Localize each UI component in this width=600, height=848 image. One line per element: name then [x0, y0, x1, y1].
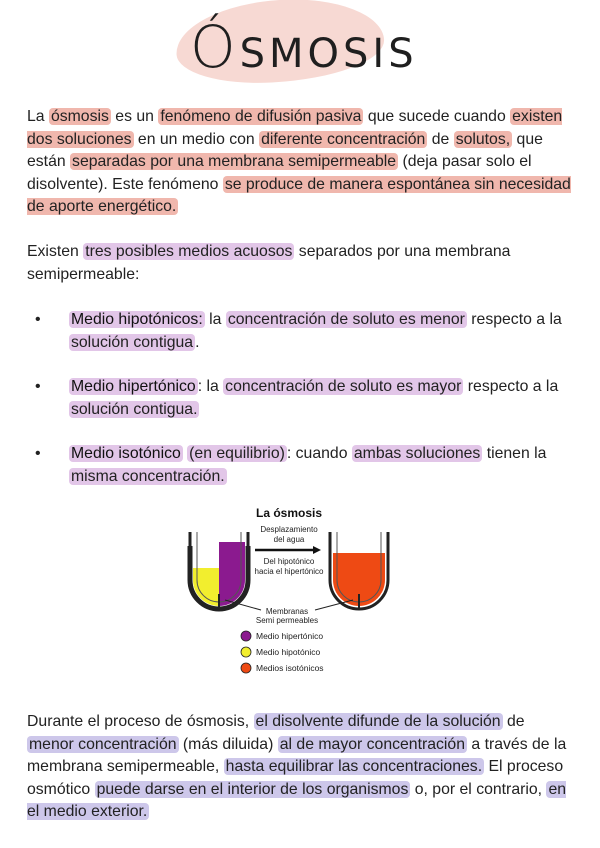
highlight: puede darse en el interior de los organismos — [96, 780, 409, 798]
highlight: tres posibles medios acuosos — [85, 243, 293, 260]
arrow-label-1: Desplazamiento — [260, 525, 318, 534]
term: Medio isotónico — [71, 445, 181, 463]
highlight: se produce de manera espontánea sin necesidad de aporte energético. — [27, 175, 571, 216]
intro-paragraph: La ósmosis es un fenómeno de difusión pasiva que sucede cuando existen dos soluciones en un medio con diferente concentración de solutos, que están separadas por una membrana semipermeable (deja pasar solo el disolvente). Este fenómeno se produce de manera espontánea sin necesidad de aporte energético. — [27, 108, 571, 216]
highlight: al de mayor concentración — [279, 735, 466, 753]
osmosis-diagram — [165, 502, 413, 688]
highlight: solución contigua. — [71, 400, 198, 418]
legend-swatch-hypertonic — [241, 631, 251, 641]
membrane-label-1: Membranas — [265, 607, 309, 616]
term: Medio hipertónico — [71, 378, 196, 396]
page-title — [190, 13, 418, 81]
legend-label-hypertonic: Medio hipertónico — [256, 631, 324, 641]
term: Medio hipotónicos: — [71, 311, 203, 328]
membrane-label-2: Semi permeables — [255, 616, 319, 625]
direction-label-2: hacia el hipertónico — [254, 567, 324, 576]
closing-paragraph: Durante el proceso de ósmosis, el disolvente difunde de la solución de menor concentración (más diluida) al de mayor concentración a través de la membrana semipermeable, hasta equilibrar las concentraciones. El proceso osmótico puede darse en el interior de los organismos o, por el contrario, en el medio exterior. — [27, 713, 567, 821]
highlight: concentración de soluto es menor — [227, 311, 465, 328]
highlight: separadas por una membrana semipermeable — [72, 153, 397, 171]
title-first-letter: Ó — [190, 13, 240, 81]
highlight: existen dos soluciones — [27, 108, 563, 148]
highlight: ósmosis — [50, 108, 109, 125]
highlight: concentración de soluto es mayor — [225, 378, 462, 396]
highlight: (en equilibrio) — [189, 445, 285, 463]
highlight: solutos, — [455, 130, 511, 148]
direction-label-1: Del hipotónico — [263, 557, 315, 566]
legend-swatch-hypotonic — [241, 647, 251, 657]
list-item-hypotonic: • Medio hipotónicos: la concentración de soluto es menor respecto a la solución contigua . — [35, 309, 573, 354]
legend-label-isotonic: Medios isotónicos — [256, 663, 324, 673]
highlight: fenómeno de difusión pasiva — [160, 108, 362, 125]
media-intro-paragraph: Existen tres posibles medios acuosos separados por una membrana semipermeable: — [27, 243, 511, 283]
arrow-label-2: del agua — [273, 535, 305, 544]
media-list — [35, 309, 573, 511]
diagram-title: La ósmosis — [255, 506, 323, 520]
title-rest: SMOSIS — [239, 31, 418, 77]
list-item-hypertonic: • Medio hipertónico : la concentración de soluto es mayor respecto a la solución contigua. — [35, 376, 573, 421]
highlight: ambas soluciones — [353, 445, 481, 463]
legend-swatch-isotonic — [241, 663, 251, 673]
list-item-isotonic: • Medio isotónico (en equilibrio) : cuando ambas soluciones tienen la misma concentración. — [35, 443, 573, 488]
highlight: misma concentración. — [71, 467, 225, 485]
highlight: menor concentración — [29, 735, 177, 753]
highlight: diferente concentración — [261, 130, 426, 148]
highlight: hasta equilibrar las concentraciones. — [225, 758, 483, 776]
osmosis-diagram-svg — [165, 502, 413, 688]
highlight: el disolvente difunde de la solución — [255, 713, 501, 730]
highlight: solución contigua — [71, 333, 194, 351]
water-flow-arrow-head — [313, 546, 321, 554]
highlight: en el medio exterior. — [27, 780, 567, 821]
legend-label-hypotonic: Medio hipotónico — [256, 647, 321, 657]
